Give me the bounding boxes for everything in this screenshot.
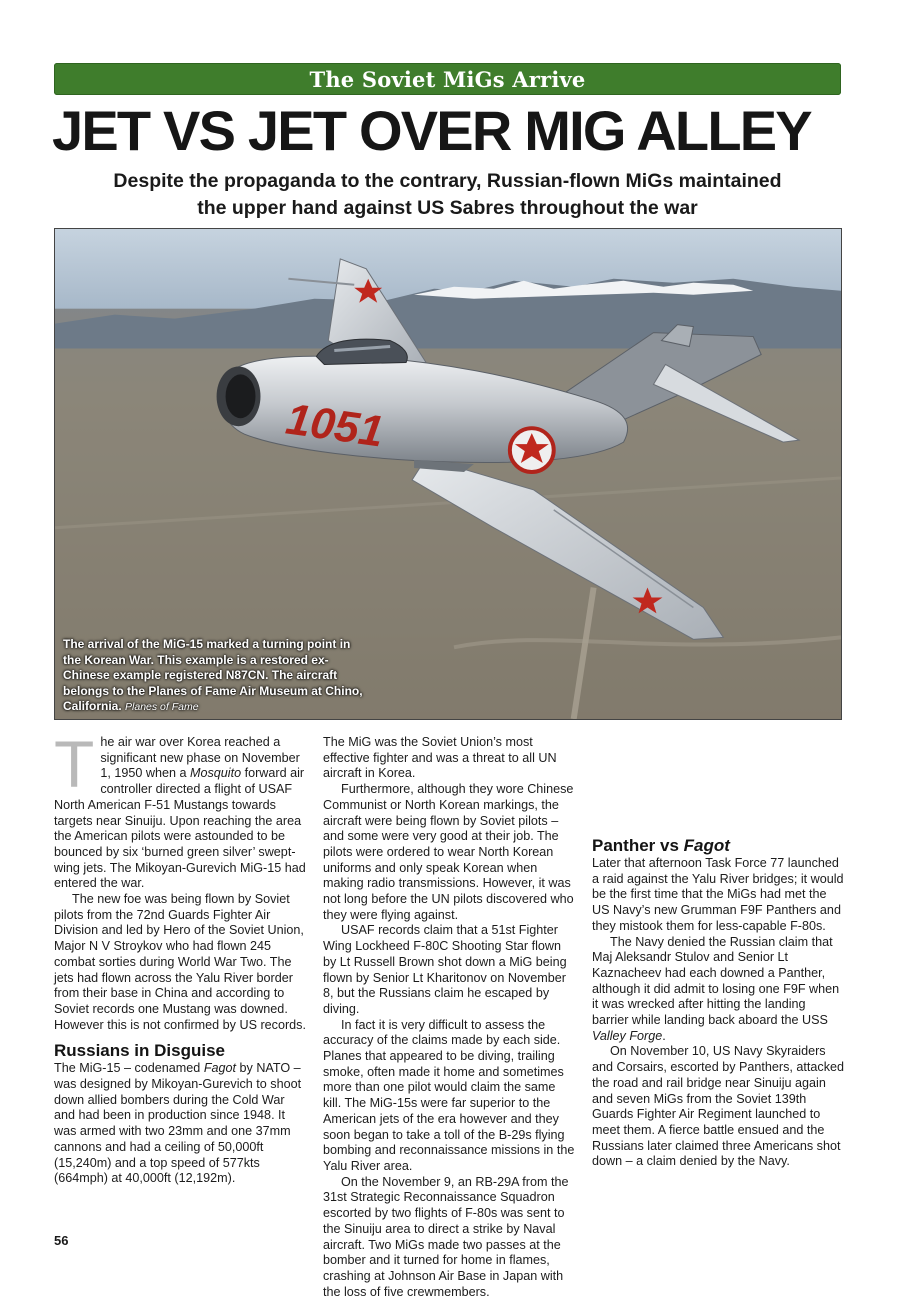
paragraph-8: On the November 9, an RB-29A from the 31st Strategic Reconnaissance Squadron escorted by two flights of F-80s was sent to the Sinuiju area to direct a strike by Naval aircraft. Two MiGs made two passes at the bomber and it turned for home in flames, crashing at Johnson Air Base in Japan with the loss of five crewmembers. xyxy=(323,1174,569,1299)
article-headline: JET VS JET OVER MIG ALLEY xyxy=(52,99,811,162)
article-standfirst xyxy=(54,168,841,222)
aircraft-number: 1051 xyxy=(283,394,387,457)
page-number: 56 xyxy=(54,1233,69,1248)
section-banner-title: The Soviet MiGs Arrive xyxy=(309,66,586,92)
standfirst-line-2: the upper hand against US Sabres throughout the war xyxy=(197,197,698,219)
article-column-3 xyxy=(592,735,844,1170)
photo-caption-text: The arrival of the MiG-15 marked a turning point in the Korean War. This example is a restored ex-Chinese example registered N87CN. The aircraft belongs to the Planes of Fame Air Museum at Chino, California. xyxy=(63,637,363,713)
paragraph-7: In fact it is very difficult to assess the accuracy of the claims made by each side. Planes that appeared to be diving, trailing smoke, often made it home and sometimes more than one pilot would claim the same kill. The MiG-15s were far superior to the American jets of the era however and they soon began to take a toll of the B-29s flying bombing and reconnaissance missions in the Yalu River area. xyxy=(323,1017,575,1173)
paragraph-8-continued-spacer xyxy=(592,735,844,828)
section-banner xyxy=(54,63,841,95)
paragraph-6: USAF records claim that a 51st Fighter Wing Lockheed F-80C Shooting Star flown by Lt Russell Brown shot down a MiG being flown by Senior Lt Kharitonov on November 8, but the Russians claim he escaped by diving. xyxy=(323,923,567,1016)
subheading-panther-vs-fagot: Panther vs Fagot xyxy=(592,836,730,855)
photo-caption xyxy=(63,637,363,716)
article-column-2 xyxy=(323,735,575,1300)
paragraph-1: The air war over Korea reached a significant new phase on November 1, 1950 when a Mosquito forward air controller directed a flight of USAF North American F-51 Mustangs towards targets near Sinuiju. Upon reaching the area the American pilots were astounded to be bounced by six ‘burned green silver’ swept-wing jets. The Mikoyan-Gurevich MiG-15 had entered the war. xyxy=(54,727,306,891)
standfirst-line-1: Despite the propaganda to the contrary, Russian-flown MiGs maintained xyxy=(113,170,782,192)
subheading-russians-in-disguise: Russians in Disguise xyxy=(54,1041,225,1061)
paragraph-2: The new foe was being flown by Soviet pilots from the 72nd Guards Fighter Air Division and led by Hero of the Soviet Union, Major N V Stroykov who had flown 245 combat sorties during World War Two. The jets had flown across the Yalu River border from their base in China and according to Soviet records one Mustang was downed. However this is not confirmed by US records. xyxy=(54,892,306,1032)
article-column-1 xyxy=(54,727,306,1187)
paragraph-11: On November 10, US Navy Skyraiders and Corsairs, escorted by Panthers, attacked the road and rail bridge near Sinuiju again and seven MiGs from the Soviet 139th Guards Fighter Air Regiment launched to meet them. A fierce battle ensued and the Russians later claimed three Americans shot down – a claim denied by the Navy. xyxy=(592,1044,845,1169)
paragraph-4: The MiG was the Soviet Union’s most effective fighter and was a threat to all UN aircraft in Korea. xyxy=(323,735,557,781)
drop-cap: T xyxy=(54,727,95,801)
paragraph-3: The MiG-15 – codenamed Fagot by NATO – was designed by Mikoyan-Gurevich to shoot down allied bombers during the Cold War and had been in production since 1948. It was armed with two 23mm and one 37mm cannons and had a ceiling of 50,000ft (15,240m) and a top speed of 577kts (664mph) at 40,000ft (12,192m). xyxy=(54,1061,302,1186)
paragraph-10: The Navy denied the Russian claim that Maj Aleksandr Stulov and Senior Lt Kaznacheev had each downed a Panther, although it did admit to losing one F9F when it was wrecked after hitting the landing barrier while landing back aboard the USS Valley Forge. xyxy=(592,934,840,1043)
photo-credit: Planes of Fame xyxy=(125,701,199,713)
paragraph-9: Later that afternoon Task Force 77 launched a raid against the Yalu River bridges; it would be the first time that the MiGs had met the US Navy’s new Grumman F9F Panthers and they mistook them for less-capable F-80s. xyxy=(592,856,844,933)
paragraph-5: Furthermore, although they wore Chinese Communist or North Korean markings, the aircraft were being flown by Soviet pilots – and some were very good at their job. The pilots were ordered to wear North Korean uniforms and only speak Korean when making radio transmissions. However, it was not long before the UN pilots discovered who they were flying against. xyxy=(323,782,574,922)
mig-15-photo xyxy=(54,228,842,720)
